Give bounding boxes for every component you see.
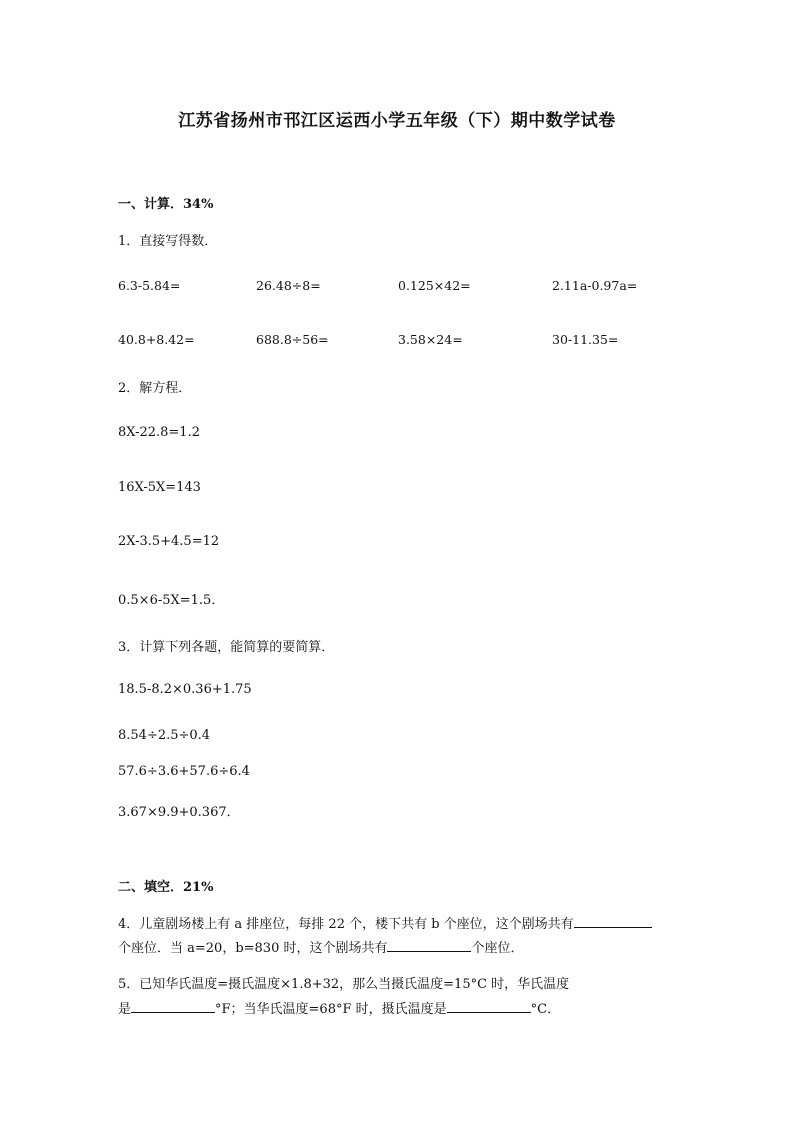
calc-item: 40.8+8.42= [118, 332, 195, 347]
question-2-label: 2．解方程． [118, 381, 192, 396]
question-5-line-2 [118, 998, 560, 1017]
calc-item: 688.8÷56= [256, 332, 329, 347]
question-4-line-2 [118, 937, 524, 956]
answer-blank[interactable] [447, 1001, 531, 1013]
equation-item: 8X-22.8=1.2 [118, 425, 200, 440]
section-2-heading: 二、填空．21% [118, 880, 214, 895]
equation-item: 2X-3.5+4.5=12 [118, 534, 220, 549]
calc-item: 30-11.35= [552, 332, 619, 347]
answer-blank[interactable] [574, 916, 652, 928]
expression-item: 57.6÷3.6+57.6÷6.4 [118, 764, 250, 779]
calc-item: 6.3-5.84= [118, 278, 181, 293]
question-4-text: 个座位． [471, 941, 524, 956]
section-1-heading: 一、计算．34% [118, 197, 214, 212]
calc-item: 0.125×42= [398, 278, 471, 293]
answer-blank[interactable] [387, 940, 471, 952]
calc-item: 3.58×24= [398, 332, 463, 347]
equation-item: 0.5×6-5X=1.5． [118, 593, 225, 608]
question-4-line-1 [118, 913, 652, 932]
question-4-text: 4．儿童剧场楼上有 a 排座位，每排 22 个，楼下共有 b 个座位，这个剧场共有 [118, 917, 574, 932]
question-5-text: 5．已知华氏温度=摄氏温度×1.8+32，那么当摄氏温度=15°C 时，华氏温度 [118, 977, 570, 992]
equation-item: 16X-5X=143 [118, 480, 201, 495]
question-1-label: 1．直接写得数． [118, 234, 218, 249]
question-5-text: °C． [530, 1002, 561, 1017]
expression-item: 18.5-8.2×0.36+1.75 [118, 682, 252, 697]
question-5-text: 是 [118, 1002, 132, 1017]
expression-item: 8.54÷2.5÷0.4 [118, 728, 211, 743]
exam-title: 江苏省扬州市邗江区运西小学五年级（下）期中数学试卷 [178, 111, 616, 131]
question-5-line-1 [118, 973, 569, 992]
calc-item: 26.48÷8= [256, 278, 321, 293]
expression-item: 3.67×9.9+0.367． [118, 805, 240, 820]
calc-item: 2.11a-0.97a= [552, 278, 638, 293]
question-4-text: 个座位．当 a=20，b=830 时，这个剧场共有 [118, 941, 388, 956]
question-3-label: 3．计算下列各题，能简算的要简算． [118, 640, 335, 655]
answer-blank[interactable] [131, 1001, 215, 1013]
question-5-text: °F；当华氏温度=68°F 时，摄氏温度是 [215, 1002, 447, 1017]
